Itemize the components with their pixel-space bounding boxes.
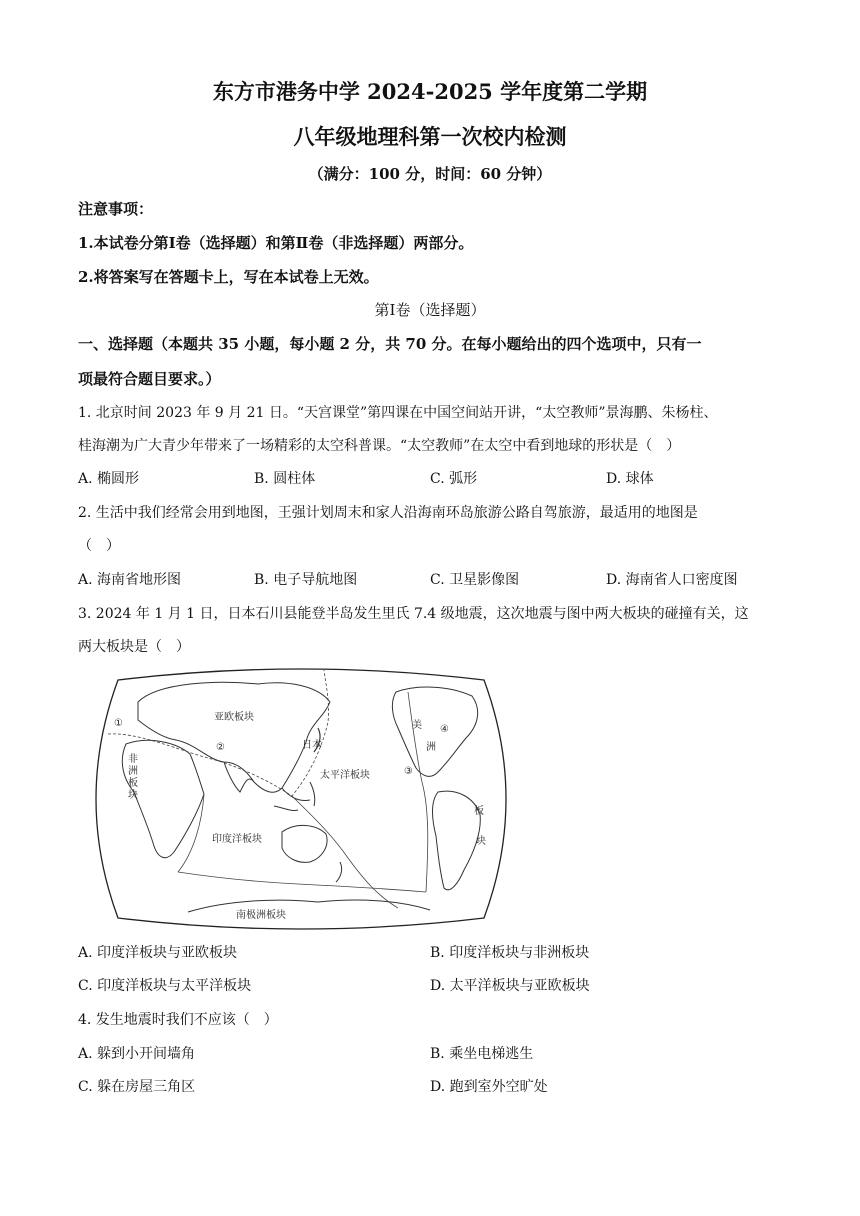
q4-option-d: D. 跑到室外空旷处 — [430, 1079, 548, 1095]
marker-2: ② — [216, 742, 225, 753]
q2-option-b: B. 电子导航地图 — [254, 572, 358, 588]
label-japan: 日本 — [302, 740, 322, 751]
q4-option-b: B. 乘坐电梯逃生 — [430, 1046, 534, 1062]
q1-option-c: C. 弧形 — [430, 471, 478, 487]
label-african-plate-1: 非 — [128, 754, 138, 765]
q4-option-a: A. 躲到小开间墙角 — [78, 1046, 196, 1062]
q3-stem-line1: 3. 2024 年 1 月 1 日，日本石川县能登半岛发生里氏 7.4 级地震，这次地震与图中两大板块的碰撞有关，这 — [78, 606, 749, 622]
world-plate-map — [78, 662, 524, 936]
exam-title-line1: 东方市港务中学 2024-2025 学年度第二学期 — [212, 79, 648, 104]
q3-option-d: D. 太平洋板块与亚欧板块 — [430, 978, 590, 994]
label-african-plate-3: 板 — [128, 778, 138, 789]
plate-boundary — [292, 796, 398, 908]
q2-option-c: C. 卫星影像图 — [430, 572, 520, 588]
q2-stem-line2: （ ） — [78, 538, 120, 554]
q3-option-a: A. 印度洋板块与亚欧板块 — [78, 945, 238, 961]
exam-title-line2: 八年级地理科第一次校内检测 — [293, 124, 567, 149]
q1-stem-line1: 1. 北京时间 2023 年 9 月 21 日。“天宫课堂”第四课在中国空间站开讲，“太空教师”景海鹏、朱杨柱、 — [78, 405, 718, 421]
label-american-plate-2: 洲 — [426, 742, 436, 753]
q2-option-d: D. 海南省人口密度图 — [606, 572, 738, 588]
label-pacific-plate: 太平洋板块 — [320, 770, 370, 781]
marker-4: ④ — [440, 724, 449, 735]
q1-option-b: B. 圆柱体 — [254, 471, 316, 487]
part1-title: 第Ⅰ卷（选择题） — [374, 301, 486, 319]
q2-stem-line1: 2. 生活中我们经常会用到地图，王强计划周末和家人沿海南环岛旅游公路自驾旅游，最适用的地图是 — [78, 505, 698, 521]
q1-option-d: D. 球体 — [606, 471, 654, 487]
q4-stem: 4. 发生地震时我们不应该（ ） — [78, 1012, 278, 1028]
q4-option-c: C. 躲在房屋三角区 — [78, 1079, 196, 1095]
label-american-plate-3: 板 — [474, 806, 484, 817]
plate-boundary — [108, 670, 329, 796]
q1-option-a: A. 椭圆形 — [78, 471, 140, 487]
map-frame — [96, 669, 506, 929]
plate-boundary — [178, 872, 426, 892]
north-america-landmass — [392, 687, 477, 776]
section-instructions-line1: 一、选择题（本题共 35 小题，每小题 2 分，共 70 分。在每小题给出的四个选项中，只有一 — [78, 335, 702, 353]
label-indian-plate: 印度洋板块 — [212, 834, 262, 845]
note-item-2: 2.将答案写在答题卡上，写在本试卷上无效。 — [78, 268, 379, 286]
score-time-info: （满分：100 分，时间：60 分钟） — [308, 165, 552, 183]
note-item-1: 1.本试卷分第Ⅰ卷（选择题）和第Ⅱ卷（非选择题）两部分。 — [78, 234, 474, 252]
antarctica-landmass — [188, 900, 430, 912]
q2-option-a: A. 海南省地形图 — [78, 572, 182, 588]
label-african-plate-4: 块 — [128, 790, 138, 801]
section-instructions-line2: 项最符合题目要求。） — [78, 370, 221, 388]
marker-3: ③ — [404, 766, 413, 777]
marker-1: ① — [114, 718, 123, 729]
new-zealand — [336, 862, 342, 882]
label-eurasian-plate: 亚欧板块 — [214, 712, 254, 723]
q1-stem-line2: 桂海潮为广大青少年带来了一场精彩的太空科普课。“太空教师”在太空中看到地球的形状是（ ） — [78, 438, 681, 454]
notes-heading: 注意事项： — [78, 200, 154, 218]
label-american-plate-4: 块 — [476, 836, 486, 847]
q3-stem-line2: 两大板块是（ ） — [78, 639, 190, 655]
q3-option-c: C. 印度洋板块与太平洋板块 — [78, 978, 252, 994]
label-antarctic-plate: 南极洲板块 — [236, 910, 286, 921]
q3-option-b: B. 印度洋板块与非洲板块 — [430, 945, 590, 961]
label-american-plate-1: 美 — [412, 720, 422, 731]
label-african-plate-2: 洲 — [128, 766, 138, 777]
australia-landmass — [282, 825, 327, 862]
eurasia-landmass — [138, 682, 330, 792]
sea-islands — [274, 782, 315, 811]
